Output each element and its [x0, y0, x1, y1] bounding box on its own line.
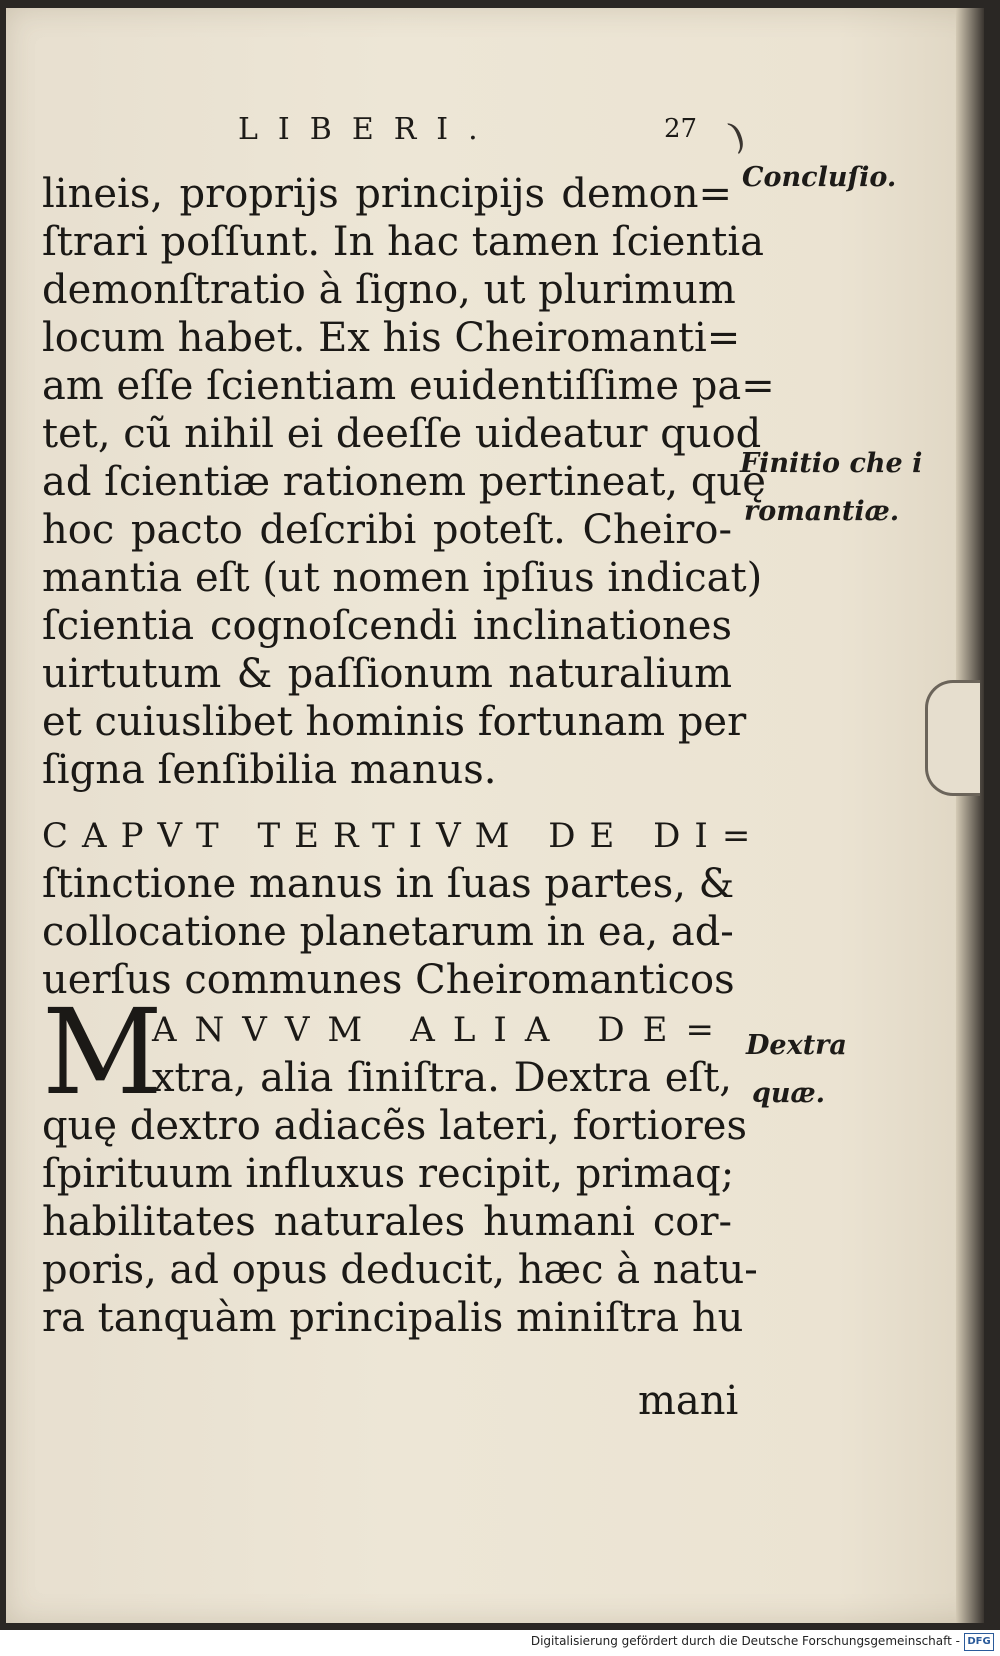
text-line: et cuiuslibet hominis fortunam per: [42, 699, 747, 745]
bracket-mark: ): [723, 114, 751, 159]
drop-cap: M: [42, 983, 163, 1121]
text-line: poris, ad opus deducit, hæc à natu-: [42, 1247, 758, 1293]
text-line: habilitates naturales humani cor-: [42, 1199, 732, 1245]
text-line: ra tanquàm principalis miniſtra hu: [42, 1295, 744, 1341]
margin-note-finitio: Finitio che i: [740, 448, 923, 479]
text-line: ſigna ſenſibilia manus.: [42, 747, 497, 793]
text-line: locum habet. Ex his Cheiromanti=: [42, 315, 741, 361]
text-line: hoc pacto deſcribi poteſt. Cheiro-: [42, 507, 732, 553]
margin-note-finitio-cont: romantiæ.: [744, 496, 900, 527]
text-line: tet, cũ nihil ei deeſſe uideatur quod: [42, 411, 762, 457]
text-line: ad ſcientiæ rationem pertineat, quę: [42, 459, 766, 505]
footer-bar: [0, 1630, 1000, 1656]
footer-credit: Digitalisierung gefördert durch die Deutsche Forschungsgemeinschaft -: [530, 1634, 960, 1648]
chapter-paragraph: [42, 983, 758, 1342]
text-line: am eſſe ſcientiam euidentiſſime pa=: [42, 363, 775, 409]
text-line: ſcientia cognoſcendi inclinationes: [42, 603, 732, 649]
margin-note-conclusio: Concluſio.: [742, 162, 897, 193]
body-paragraph: [42, 170, 775, 794]
heading-line: ſtinctione manus in ſuas partes, &: [42, 861, 735, 907]
page-tab-notch: [925, 680, 980, 796]
text-line: uirtutum & paſſionum naturalium: [42, 651, 732, 697]
text-line: ſtrari poſſunt. In hac tamen ſcientia: [42, 219, 764, 265]
text-line: demonſtratio à ſigno, ut plurimum: [42, 267, 736, 313]
page-number: 27: [664, 114, 698, 144]
heading-line: CAPVT TERTIVM DE DI=: [42, 816, 765, 856]
text-line: mantia eſt (ut nomen ipſius indicat): [42, 555, 763, 601]
heading-line: collocatione planetarum in ea, ad-: [42, 909, 734, 955]
margin-note-dextra: Dextra: [746, 1030, 847, 1061]
text-line: xtra, alia ſiniſtra. Dextra eſt,: [152, 1055, 732, 1101]
heading-line: uerſus communes Cheiromanticos: [42, 957, 735, 1003]
text-line: lineis, proprijs principijs demon=: [42, 171, 732, 217]
page-gutter: [956, 8, 984, 1623]
chapter-heading: [42, 812, 765, 1004]
running-head: LIBERI.: [238, 112, 498, 147]
text-line: ANVVM ALIA DE=: [152, 1010, 732, 1050]
catchword: mani: [638, 1378, 739, 1424]
margin-note-dextra-cont: quæ.: [752, 1078, 826, 1109]
text-line: ſpirituum influxus recipit, primaq;: [42, 1151, 735, 1197]
dfg-logo: DFG: [964, 1633, 994, 1651]
text-line: quę dextro adiacẽs lateri, fortiores: [42, 1103, 747, 1149]
